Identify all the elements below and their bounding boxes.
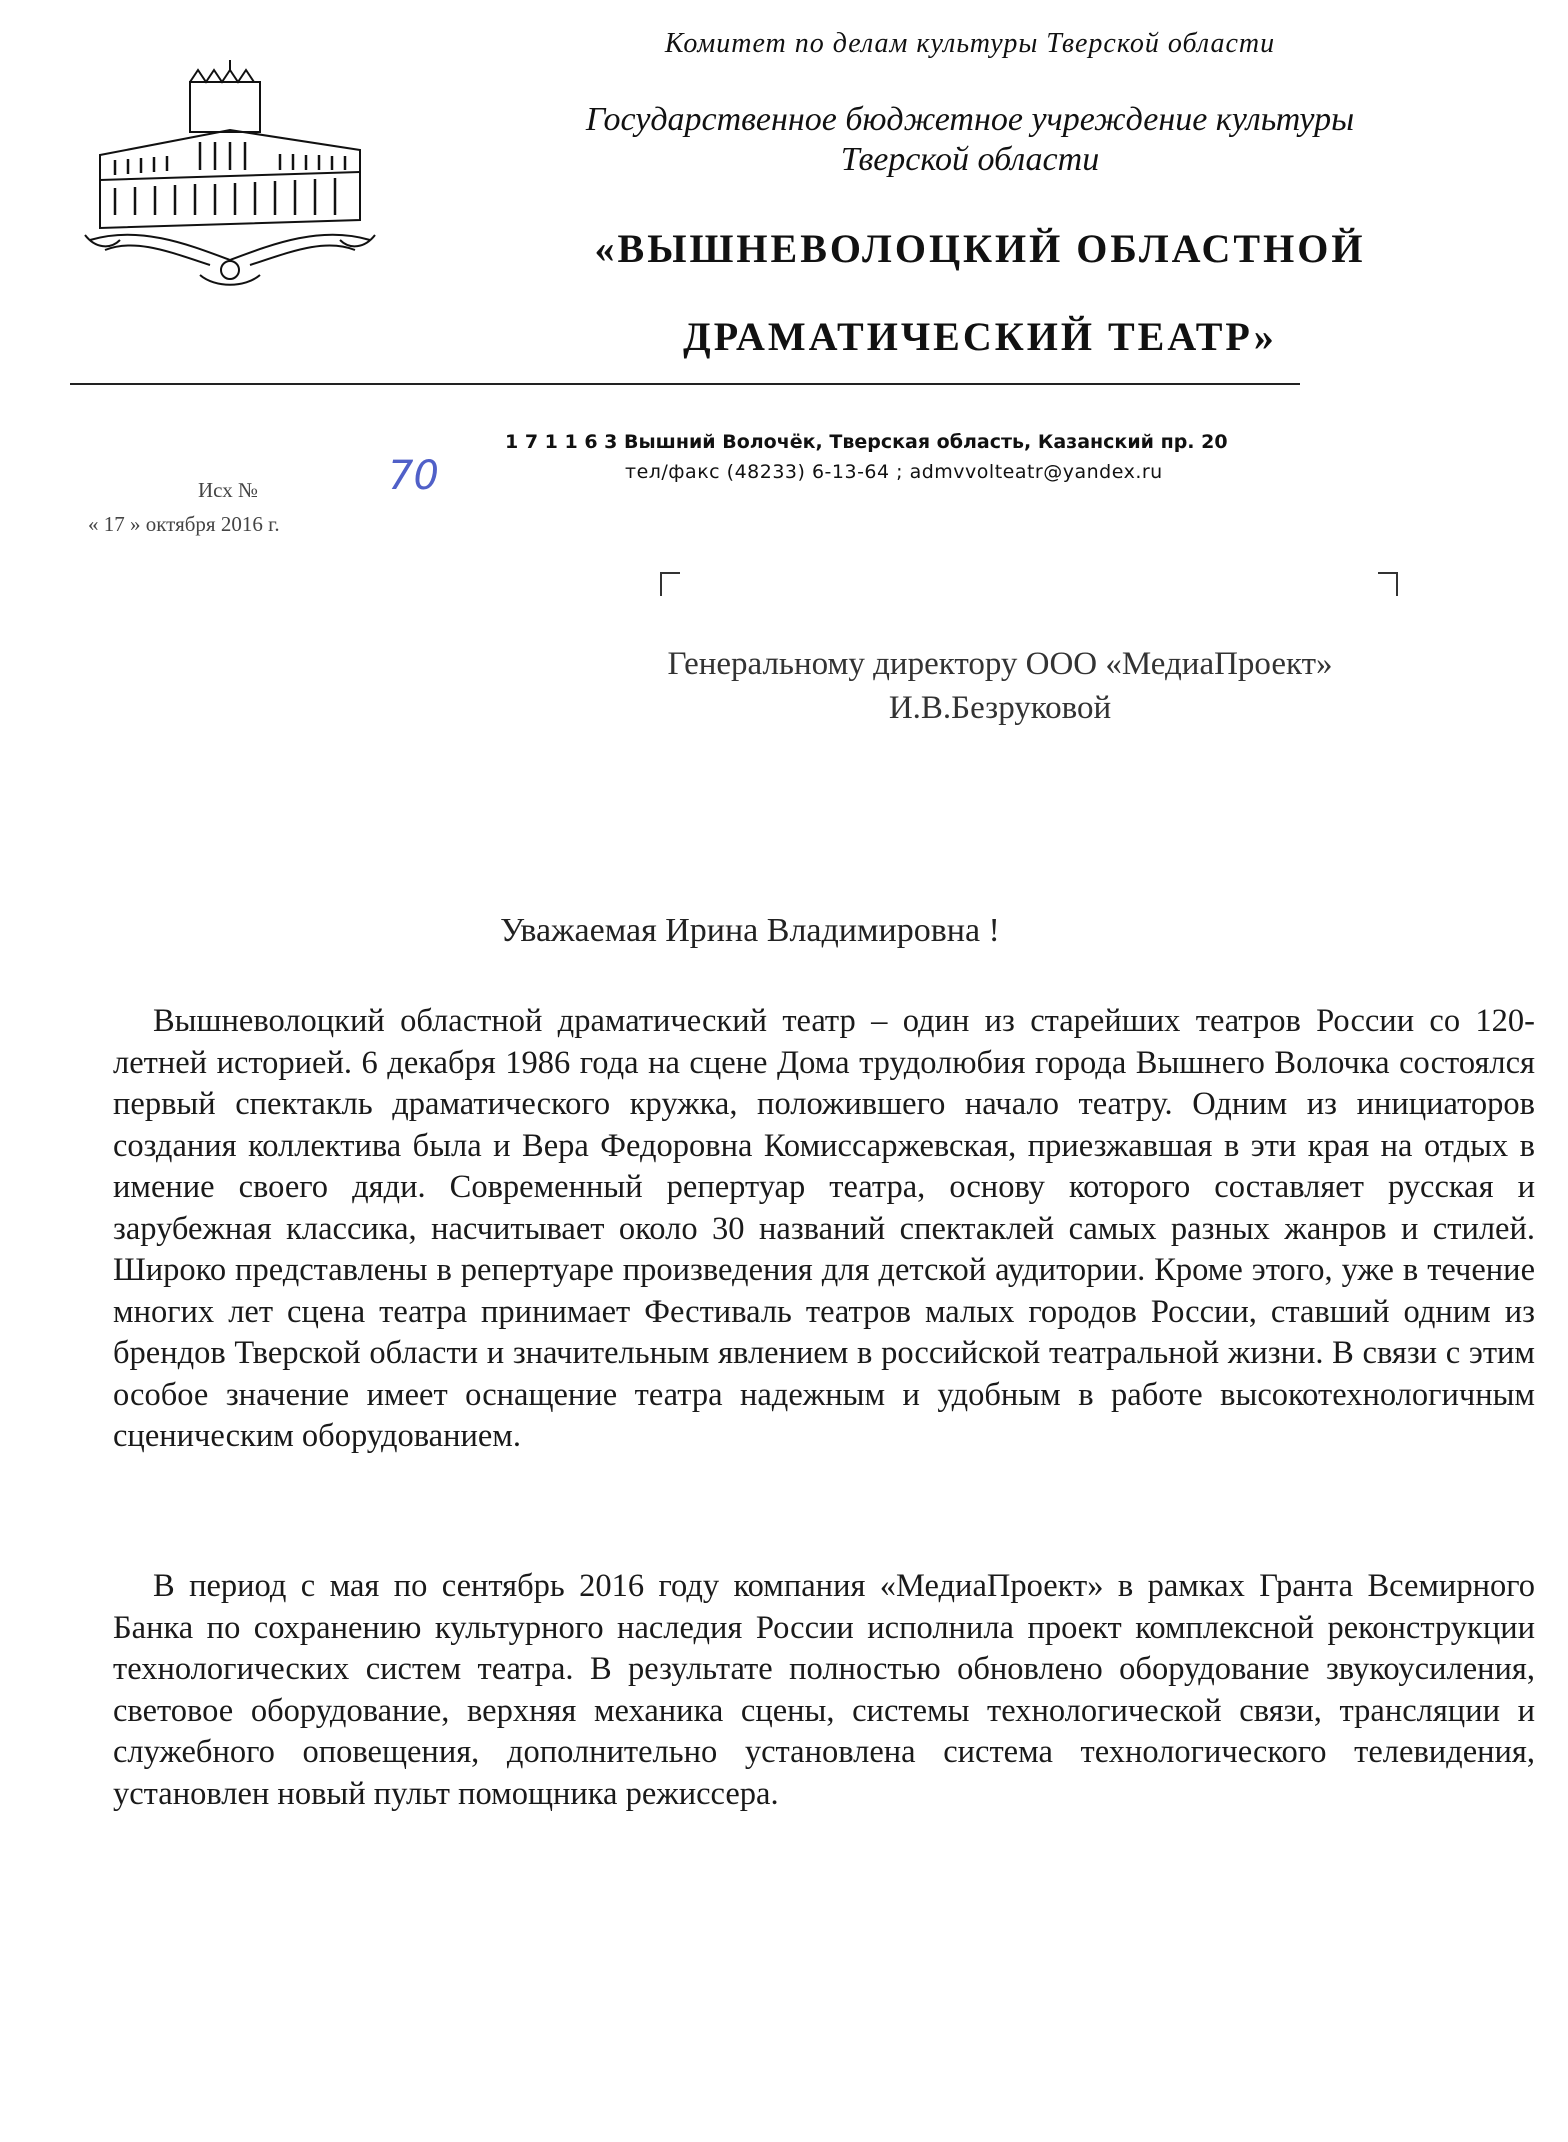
org-type-line2: Тверской области — [840, 141, 1100, 178]
organization-type — [480, 100, 1460, 180]
address-corner-mark-left — [660, 572, 680, 596]
outgoing-number-value: 70 — [388, 453, 439, 499]
outgoing-number-label: Исх № — [198, 478, 258, 502]
theatre-name-line2: ДРАМАТИЧЕСКИЙ ТЕАТР» — [683, 314, 1277, 359]
contact-line: тел/факс (48233) 6-13-64 ; admvvolteatr@yandex.ru — [625, 461, 1163, 483]
letterhead-divider — [70, 383, 1300, 385]
org-type-line1: Государственное бюджетное учреждение культуры — [585, 101, 1355, 138]
body-paragraph: Вышневолоцкий областной драматический театр – один из старейших театров России со 120-летней историей. 6 декабря 1986 года на сцене Дома трудолюбия города Вышнего Волочка состоялся первый спектакль драматического кружка, положившего начало театру. Одним из инициаторов создания коллектива была и Вера Федоровна Комиссаржевская, приезжавшая в эти края на отдых в имение своего дяди. Современный репертуар театра, основу которого составляет русская и зарубежная классика, насчитывает около 30 названий спектаклей самых разных жанров и стилей. Широко представлены в репертуаре произведения для детской аудитории. Кроме этого, уже в течение многих лет сцена театра принимает Фестиваль театров малых городов России, ставший одним из брендов Тверской области и значительным явлением в российской театральной жизни. В связи с этим особое значение имеет оснащение театра надежным и удобным в работе высокотехнологичным сценическим оборудованием. — [113, 1003, 1535, 1454]
address-line: 1 7 1 1 6 3 Вышний Волочёк, Тверская область, Казанский пр. 20 — [505, 431, 1228, 453]
letter-date: « 17 » октября 2016 г. — [88, 512, 280, 536]
body-paragraph: В период с мая по сентябрь 2016 году компания «МедиаПроект» в рамках Гранта Всемирного Банка по сохранению культурного наследия России исполнила проект комплексной реконструкции технологических систем театра. В результате полностью обновлено оборудование звукоусиления, световое оборудование, верхняя механика сцены, системы технологической связи, трансляции и служебного оповещения, дополнительно установлена система технологического телевидения, установлен новый пульт помощника режиссера. — [113, 1568, 1535, 1812]
recipient-position: Генеральному директору ООО «МедиаПроект» — [667, 646, 1333, 682]
theatre-name-line1: «ВЫШНЕВОЛОЦКИЙ ОБЛАСТНОЙ — [594, 226, 1366, 271]
recipient-block — [560, 642, 1440, 730]
address-block — [505, 427, 1425, 487]
outgoing-number — [88, 453, 538, 507]
salutation: Уважаемая Ирина Владимировна ! — [500, 912, 1000, 949]
recipient-name: И.В.Безруковой — [888, 690, 1112, 726]
address-corner-mark-right — [1378, 572, 1398, 596]
theatre-name — [540, 205, 1420, 381]
theatre-building-logo — [80, 60, 380, 300]
committee-header: Комитет по делам культуры Тверской области — [664, 28, 1276, 59]
reference-block — [88, 453, 538, 541]
